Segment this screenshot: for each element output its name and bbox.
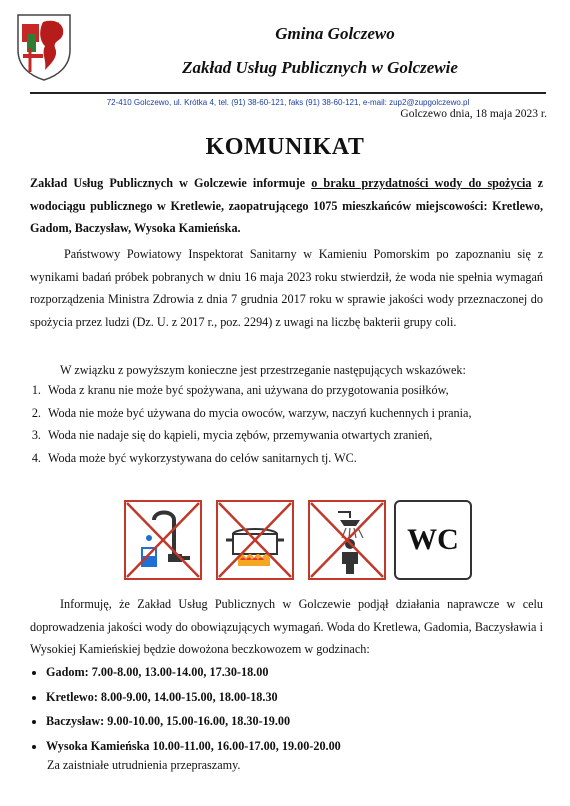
wc-icon [394,500,472,580]
institution-name: Zakład Usług Publicznych w Golczewie [182,58,458,77]
intro-text-b: z wodociągu publicznego w Kretlewie, zaopatrującego 1075 mieszkańców miejscowości: Kretlewo, Gadom, Baczysław, Wysoka Kamieńska. [30,176,543,235]
intro-paragraph [30,172,543,240]
list-item: • Wysoka Kamieńska 10.00-11.00, 16.00-17.00, 19.00-20.00 [46,734,566,759]
list-item: 1. Woda z kranu nie może być spożywana, ani używana do przygotowania posiłków, [44,379,570,402]
closing-apology: Za zaistniałe utrudnienia przepraszamy. [47,758,241,772]
crossed-tap-icon [124,500,202,580]
instructions-list [14,379,570,469]
intro-underlined-text: o braku przydatności wody do spożycia [311,176,532,190]
header-divider [30,92,546,94]
list-item: 2. Woda nie może być używana do mycia owoców, warzyw, naczyń kuchennych i prania, [44,402,570,425]
wc-label: WC [407,523,459,556]
crossed-cooking-pot-icon [216,500,294,580]
list-item: • Gadom: 7.00-8.00, 13.00-14.00, 17.30-18.00 [46,660,566,685]
municipality-name: Gmina Golczewo [275,24,395,43]
remedial-action-paragraph: Informuję, że Zakład Usług Publicznych w Golczewie podjął działania naprawcze w celu doprowadzenia jakości wody do obowiązujących wymagań. Woda do Kretlewa, Gadomia, Baczysławia i Wysokiej Kamieńskiej będzie dowożona beczkowozem w godzinach: [30,597,543,656]
inspection-paragraph: Państwowy Powiatowy Inspektorat Sanitarny w Kamieniu Pomorskim po zapoznaniu się z wynikami badań próbek pobranych w dniu 16 maja 2023 roku stwierdził, że woda nie spełnia wymagań rozporządzenia Ministra Zdrowia z dnia 7 grudnia 2017 roku w sprawie jakości wody przeznaczonej do spożycia przez ludzi (Dz. U. z 2017 r., poz. 2294) z uwagi na liczbę bakterii grupy coli. [30,247,543,329]
document-title: KOMUNIKAT [205,134,365,160]
instructions-intro: W związku z powyższym konieczne jest przestrzeganie następujących wskazówek: [60,363,466,377]
gmina-coat-of-arms [15,12,73,82]
intro-text-a: Zakład Usług Publicznych w Golczewie informuje [30,176,312,190]
document-date: Golczewo dnia, 18 maja 2023 r. [400,108,547,120]
list-item: 3. Woda nie nadaje się do kąpieli, mycia zębów, przemywania otwartych zranień, [44,424,570,447]
contact-address: 72-410 Golczewo, ul. Krótka 4, tel. (91) 38-60-121, faks (91) 38-60-121, e-mail: zup2@zupgolczewo.pl [106,98,470,107]
list-item: 4. Woda może być wykorzystywana do celów sanitarnych tj. WC. [44,447,570,470]
crossed-shower-icon [308,500,386,580]
list-item: • Baczysław: 9.00-10.00, 15.00-16.00, 18.30-19.00 [46,709,566,734]
delivery-schedule-list [14,660,566,758]
list-item: • Kretlewo: 8.00-9.00, 14.00-15.00, 18.00-18.30 [46,685,566,710]
